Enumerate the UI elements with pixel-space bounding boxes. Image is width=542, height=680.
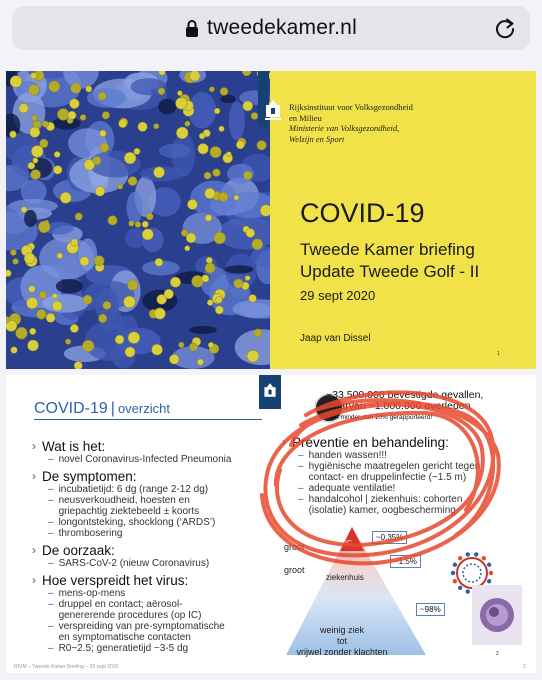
list-item: – handen wassen!!! — [298, 450, 387, 461]
section-heading — [32, 469, 272, 484]
heading-text: Preventie en behandeling: — [292, 435, 449, 450]
list-item: – adequate ventilatie! — [298, 483, 396, 494]
chevron-right-icon: › — [32, 543, 36, 557]
slide-heading — [34, 400, 170, 418]
url-text: tweedekamer.nl — [207, 16, 357, 39]
ic-percentage-label: ~0.35% — [372, 531, 407, 544]
list-item: – druppel en contact; aërosol- — [48, 599, 183, 610]
heading-text: Hoe verspreidt het virus: — [42, 573, 189, 588]
address-bar[interactable] — [12, 6, 530, 50]
coat-of-arms-icon — [263, 99, 283, 123]
section-heading — [32, 543, 272, 558]
slide-subtitle — [300, 239, 479, 283]
list-item: – R0~2.5; generatietijd ~3-5 dg — [48, 643, 189, 654]
title-main: COVID-19 — [34, 400, 108, 417]
coronavirus-micrograph — [6, 71, 270, 369]
pyramid-label: groot — [284, 565, 305, 575]
section-heading — [32, 573, 272, 588]
ministry-line: Ministerie van Volksgezondheid, — [289, 123, 400, 133]
list-item: – incubatietijd: 6 dg (range 2-12 dg) — [48, 484, 209, 495]
list-item: (isolatie) kamer, oogbescherming — [308, 505, 456, 516]
base-line: weinig ziek — [319, 625, 365, 635]
subtitle-line: Tweede Kamer briefing — [300, 240, 475, 259]
electron-micrograph-thumbnail — [472, 585, 522, 645]
base-line: vrijwel zonder klachten — [296, 647, 388, 657]
list-item: genererende procedures (op IC) — [58, 610, 202, 621]
pyramid-label: groot — [284, 542, 305, 552]
section-heading — [32, 439, 272, 454]
base-line: tot — [336, 636, 347, 646]
pyramid-ic-label: IC — [345, 540, 352, 547]
slide-footer: RIVM – Tweede Kamer Briefing – 29 sept 2020 — [14, 664, 119, 670]
stat-note: – en minder dan 10% gerapporteerd! — [326, 414, 433, 421]
pyramid-ic-tip — [340, 527, 364, 551]
slide-title — [6, 71, 536, 369]
reload-icon[interactable] — [494, 17, 516, 39]
slide-date: 29 sept 2020 — [300, 288, 376, 303]
heading-text: Wat is het: — [42, 439, 106, 454]
list-item: – handalcohol | ziekenhuis: cohorten — [298, 494, 463, 505]
url-display — [12, 6, 530, 50]
chevron-right-icon: › — [32, 469, 36, 483]
title-underline — [34, 419, 262, 420]
title-sub: overzicht — [117, 401, 170, 416]
page-number: 1 — [497, 351, 500, 357]
list-item: – verspreiding van pre-symptomatische — [48, 621, 225, 632]
case-statistics — [326, 390, 483, 423]
list-item: – neusverkoudheid, hoesten en — [48, 495, 190, 506]
list-item: – thrombosering — [48, 528, 123, 539]
list-item: – SARS-CoV-2 (nieuw Coronavirus) — [48, 558, 210, 569]
heading-text: De oorzaak: — [42, 543, 115, 558]
micrograph-label: 2 — [496, 651, 499, 657]
chevron-right-icon: › — [282, 435, 286, 449]
list-item: en symptomatische contacten — [58, 632, 191, 643]
ministry-line: Welzijn en Sport — [289, 133, 345, 144]
chevron-right-icon: › — [32, 573, 36, 587]
lock-icon — [185, 19, 199, 37]
hospital-percentage-label: ~1.5% — [390, 555, 421, 568]
institute-line: en Milieu — [289, 112, 322, 123]
slide-overview — [6, 375, 536, 673]
list-item: contact- en druppelinfectie (~1.5 m) — [308, 472, 467, 483]
mild-percentage-label: ~98% — [416, 603, 445, 616]
list-item: – novel Coronavirus-Infected Pneumonia — [48, 454, 232, 465]
stat-line: waarvan ~1.000.000 overleden — [326, 400, 471, 412]
slide-author: Jaap van Dissel — [300, 333, 371, 344]
institute-text — [289, 102, 413, 144]
stat-line: ~33.500.000 bevestigde gevallen, — [326, 389, 484, 401]
pyramid-hospital-label: ziekenhuis — [326, 573, 364, 582]
page-number: 2 — [523, 664, 526, 670]
list-item: – mens-op-mens — [48, 588, 126, 599]
institute-line: Rijksinstituut voor Volksgezondheid — [289, 102, 413, 112]
list-item: – longontsteking, shocklong (‘ARDS’) — [48, 517, 216, 528]
overview-left-column — [32, 435, 272, 654]
title-separator: | — [110, 400, 115, 417]
coat-of-arms-icon — [262, 382, 278, 402]
prevention-column — [282, 435, 522, 516]
chevron-right-icon: › — [32, 439, 36, 453]
slide-heading: COVID-19 — [300, 198, 425, 228]
heading-text: De symptomen: — [42, 469, 137, 484]
list-item: griepachtig ziektebeeld ± koorts — [58, 506, 200, 517]
pyramid-base-text — [282, 625, 402, 658]
list-item: – hygiënische maatregelen gericht tegen — [298, 461, 481, 472]
subtitle-line: Update Tweede Golf - II — [300, 262, 480, 281]
section-heading — [282, 435, 522, 450]
